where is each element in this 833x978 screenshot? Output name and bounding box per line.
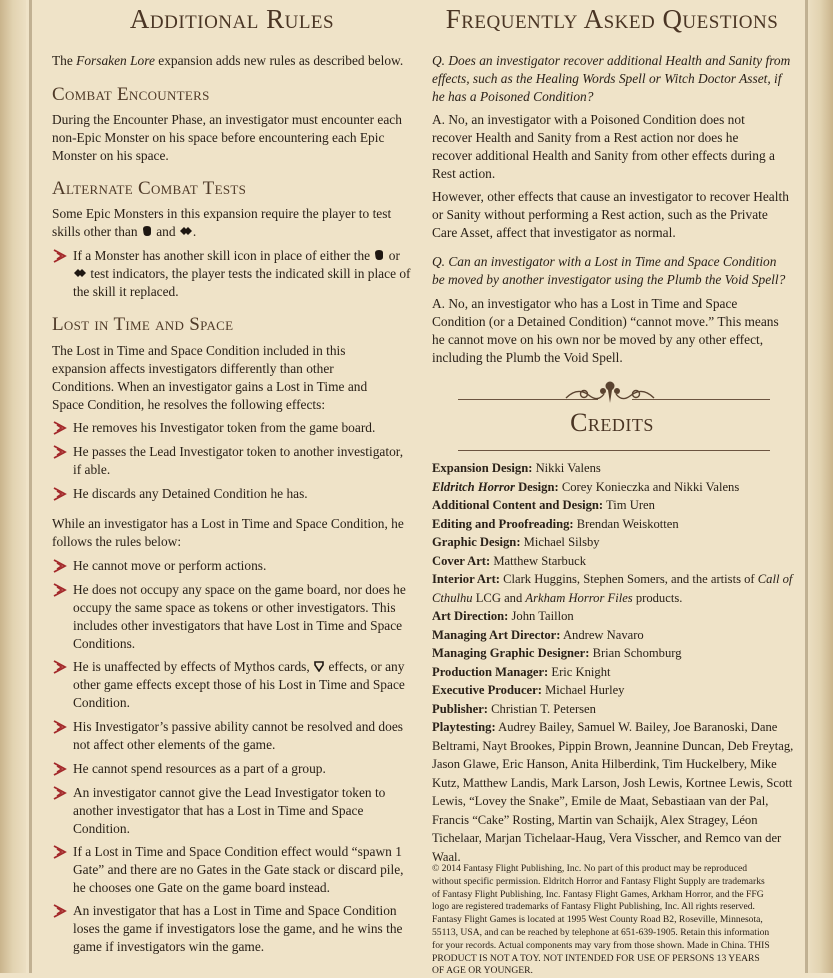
combat-encounters-text: During the Encounter Phase, an investigator must encounter each non-Epic Monster on his space before encountering each Epic Monster on his space. xyxy=(52,112,402,163)
credit-eh-design: Eldritch Horror Design: Corey Konieczka and Nikki Valens xyxy=(432,479,740,494)
credit-art-direction: Art Direction: John Taillon xyxy=(432,609,574,623)
lost-effect-item: He removes his Investigator token from the game board. xyxy=(52,419,412,437)
strength-skill-icon xyxy=(141,225,153,237)
lost-rule-item: He cannot spend resources as a part of a group. xyxy=(52,760,412,778)
right-border-line xyxy=(805,0,808,973)
arrow-bullet-icon xyxy=(52,720,67,734)
lost-in-time-intro: The Lost in Time and Space Condition included in this expansion affects investigators differently than other Conditions. When an investigator gains a Lost in Time and Space Condition, he resolves the following effects: xyxy=(52,343,368,412)
arrow-bullet-icon xyxy=(52,559,67,573)
lost-rule-item: His Investigator’s passive ability cannot be resolved and does not affect other elements of the game. xyxy=(52,718,412,754)
credit-publisher: Publisher: Christian T. Petersen xyxy=(432,701,596,716)
faq-answer-1: A. No, an investigator with a Poisoned Condition does not recover Health and Sanity from a Rest action nor does he recover additional Health and Sanity from other effects during a Rest action. xyxy=(432,112,775,181)
credit-playtesting: Playtesting: Audrey Bailey, Samuel W. Bailey, Joe Baranoski, Dane Beltrami, Nayt Brookes, Pippin Brown, Jeannine Duncan, Deb Freytag, Jason Glawe, Eric Hanson, Anita Hilberdink, Tim Huckelbery, Mike Kutz, Matthew Landis, Mark Larson, Josh Lewis, Kortnee Lewis, Scott Lewis, “Lovey the Snake”, Emile de Maat, Sebastiaan van der Pal, Francis “Cake” Rosting, Martin van Schaijk, Alex Stragey, Léon Tichelaar, Marjan Tichelaar-Haug, Vera Visscher, and Remco van der Waal. xyxy=(432,720,794,864)
faq-question-1: Q. Does an investigator recover additional Health and Sanity from effects, such as the Healing Words Spell or Witch Doctor Asset, if he has a Poisoned Condition? xyxy=(432,53,791,104)
lost-in-time-heading: Lost in Time and Space xyxy=(52,314,234,335)
credit-additional: Additional Content and Design: Tim Uren xyxy=(432,498,655,512)
arrow-bullet-icon xyxy=(52,445,67,459)
arrow-bullet-icon xyxy=(52,786,67,800)
right-page-edge xyxy=(807,0,833,973)
lost-rule-item: An investigator cannot give the Lead Investigator token to another investigator that has a Lost in Time and Space Condition. xyxy=(52,784,412,838)
credit-managing-graphic: Managing Graphic Designer: Brian Schomburg xyxy=(432,646,682,660)
credit-graphic: Graphic Design: Michael Silsby xyxy=(432,535,600,549)
lost-rule-item: If a Lost in Time and Space Condition effect would “spawn 1 Gate” and there are no Gates in the Gate stack or discard pile, he chooses one Gate on the game board instead. xyxy=(52,843,412,897)
arrow-bullet-icon xyxy=(52,487,67,501)
left-page-edge xyxy=(0,0,26,973)
alternate-combat-bullet: If a Monster has another skill icon in place of either the or test indicators, the player tests the indicated skill in place of the skill it replaced. xyxy=(52,247,412,301)
arrow-bullet-icon xyxy=(52,421,67,435)
faq-title: Frequently Asked Questions xyxy=(445,4,779,34)
credits-list xyxy=(432,459,800,866)
credit-expansion-design: Expansion Design: Nikki Valens xyxy=(432,461,601,475)
will-skill-icon xyxy=(179,225,193,237)
ornament-divider-icon xyxy=(560,376,660,406)
clue-icon xyxy=(313,660,325,672)
lost-rules-intro: While an investigator has a Lost in Time and Space Condition, he follows the rules below: xyxy=(52,516,404,549)
credit-interior: Interior Art: Clark Huggins, Stephen Somers, and the artists of Call of Cthulhu LCG and Arkham Horror Files products. xyxy=(432,572,793,605)
faq-answer-2: A. No, an investigator who has a Lost in Time and Space Condition (or a Detained Condition) “cannot move.” This means he cannot move on his own nor be moved by any other effect, including the Plumb the Void Spell. xyxy=(432,296,779,365)
strength-skill-icon xyxy=(373,249,385,261)
additional-rules-title: Additional Rules xyxy=(129,4,335,34)
alternate-combat-tests-text: Some Epic Monsters in this expansion require the player to test skills other than and . xyxy=(52,206,392,239)
lost-rule-item: He is unaffected by effects of Mythos cards, effects, or any other game effects except those of his Lost in Time and Space Condition. xyxy=(52,658,412,712)
will-skill-icon xyxy=(73,267,87,279)
credit-editing: Editing and Proofreading: Brendan Weiskotten xyxy=(432,516,679,531)
intro-text: The Forsaken Lore expansion adds new rules as described below. xyxy=(52,53,404,68)
lost-rule-item: He does not occupy any space on the game board, nor does he occupy the same space as tokens or other investigators. This includes other investigators that have Lost in Time and Space Conditions. xyxy=(52,581,412,653)
lost-rule-item: He cannot move or perform actions. xyxy=(52,557,412,575)
credit-production: Production Manager: Eric Knight xyxy=(432,664,611,679)
arrow-bullet-icon xyxy=(52,845,67,859)
alternate-combat-tests-heading: Alternate Combat Tests xyxy=(52,178,247,199)
faq-question-2: Q. Can an investigator with a Lost in Time and Space Condition be moved by another investigator using the Plumb the Void Spell? xyxy=(432,254,786,287)
arrow-bullet-icon xyxy=(52,762,67,776)
lost-effect-item: He passes the Lead Investigator token to another investigator, if able. xyxy=(52,443,412,479)
lost-effect-item: He discards any Detained Condition he has. xyxy=(52,485,412,503)
credit-managing-art: Managing Art Director: Andrew Navaro xyxy=(432,627,644,642)
legal-notice: © 2014 Fantasy Flight Publishing, Inc. No part of this product may be reproduced without specific permission. Eldritch Horror and Fantasy Flight Supply are trademarks of Fantasy Flight Publishing, Inc. Fantasy Flight Games, Arkham Horror, and the FFG logo are registered trademarks of Fantasy Flight Publishing, Inc. All rights reserved. Fantasy Flight Games is located at 1995 West County Road B2, Roseville, Minnesota, 55113, USA, and can be reached by telephone at 651-639-1905. Retain this information for your records. Actual components may vary from those shown. Made in China. THIS PRODUCT IS NOT A TOY. NOT INTENDED FOR USE OF PERSONS 13 YEARS OF AGE OR YOUNGER. xyxy=(432,863,770,977)
arrow-bullet-icon xyxy=(52,904,67,918)
credit-executive: Executive Producer: Michael Hurley xyxy=(432,683,625,697)
combat-encounters-heading: Combat Encounters xyxy=(52,84,210,105)
credits-rule xyxy=(458,450,770,451)
lost-rule-item: An investigator that has a Lost in Time and Space Condition loses the game if investigators lose the game, and he wins the game if investigators win the game. xyxy=(52,902,412,956)
credit-cover: Cover Art: Matthew Starbuck xyxy=(432,553,587,568)
arrow-bullet-icon xyxy=(52,583,67,597)
credits-title: Credits xyxy=(570,408,654,437)
left-border-line xyxy=(29,0,32,973)
arrow-bullet-icon xyxy=(52,249,67,263)
faq-answer-1-followup: However, other effects that cause an investigator to recover Health or Sanity without performing a Rest action, such as the Private Care Asset, affect that investigator as normal. xyxy=(432,189,789,240)
arrow-bullet-icon xyxy=(52,660,67,674)
